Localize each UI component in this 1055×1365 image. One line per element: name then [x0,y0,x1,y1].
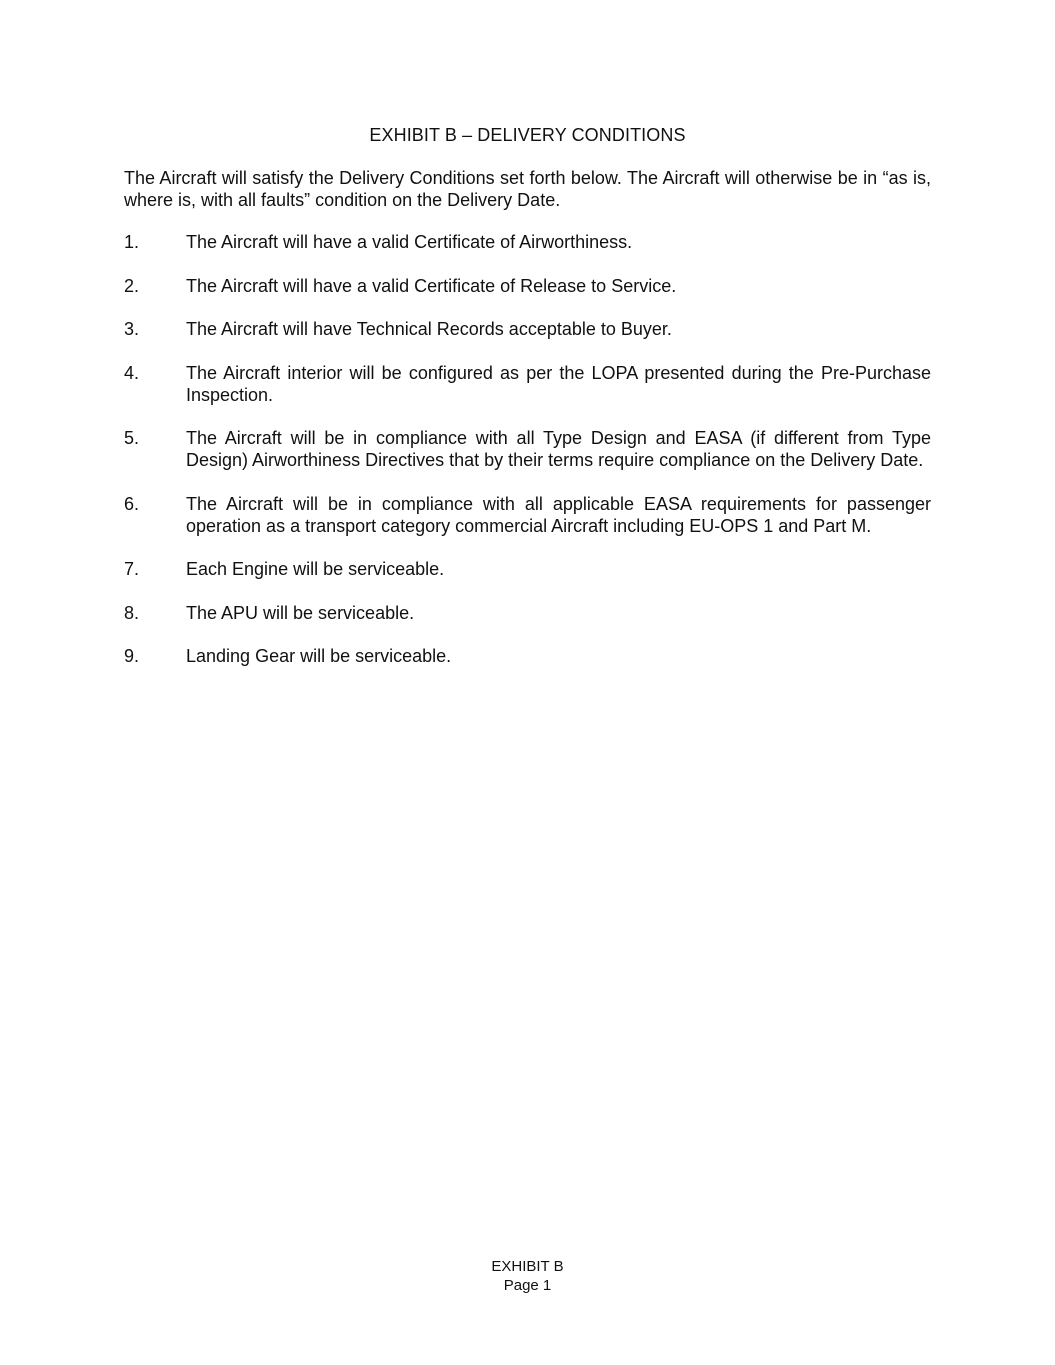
page-title: EXHIBIT B – DELIVERY CONDITIONS [369,125,686,145]
item-text: The Aircraft will have a valid Certificate of Release to Service. [186,275,677,296]
item-number: 4. [124,362,140,383]
item-text: The Aircraft will have a valid Certificate of Airworthiness. [186,232,633,252]
item-text: Landing Gear will be serviceable. [186,646,452,666]
item-number: 7. [124,559,140,579]
item-text: Each Engine will be serviceable. [186,559,445,579]
item-number: 5. [124,428,140,448]
item-text: The Aircraft will be in compliance with all Type Design and EASA (if different from Type Design) Airworthiness Directives that by their terms require compliance on the Delivery Date. [186,428,931,470]
item-number: 9. [124,646,140,666]
item-text: The Aircraft interior will be configured as per the LOPA presented during the Pre-Purchase Inspection. [186,362,931,405]
item-number: 8. [124,602,140,623]
item-number: 2. [124,275,140,296]
list-item [124,493,931,537]
list-item [124,231,931,253]
intro-paragraph: The Aircraft will satisfy the Delivery Conditions set forth below. The Aircraft will otherwise be in “as is, where is, with all faults” condition on the Delivery Date. [124,168,931,210]
list-item [124,362,931,406]
conditions-list [124,231,931,689]
list-item [124,645,931,667]
item-text: The Aircraft will be in compliance with all applicable EASA requirements for passenger operation as a transport category commercial Aircraft including EU-OPS 1 and Part M. [186,493,931,536]
list-item [124,558,931,580]
item-number: 3. [124,319,140,339]
list-item [124,275,931,297]
footer-page-number: Page 1 [503,1277,552,1294]
list-item [124,602,931,624]
list-item [124,427,931,471]
item-number: 1. [124,232,140,252]
page-footer [0,1257,1055,1295]
item-text: The APU will be serviceable. [186,602,415,623]
item-number: 6. [124,493,140,514]
footer-exhibit-label: EXHIBIT B [491,1258,564,1275]
list-item [124,318,931,340]
item-text: The Aircraft will have Technical Records acceptable to Buyer. [186,319,672,339]
